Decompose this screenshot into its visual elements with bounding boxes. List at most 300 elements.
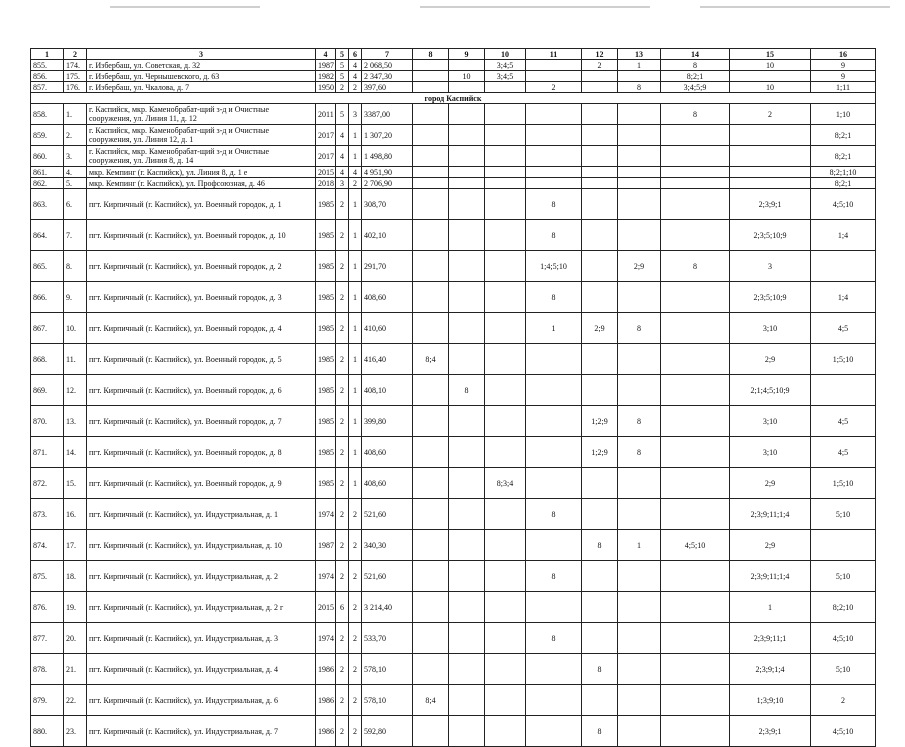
table-cell [413, 125, 449, 146]
city-heading: город Каспийск [31, 93, 876, 104]
table-cell: 6 [336, 592, 349, 623]
table-cell: 175. [64, 71, 87, 82]
table-cell: 1. [64, 104, 87, 125]
table-row [31, 654, 876, 685]
table-cell [485, 125, 526, 146]
table-cell: 3 214,40 [362, 592, 413, 623]
address-cell: пгт. Кирпичный (г. Каспийск), ул. Индустриальная, д. 2 [87, 561, 316, 592]
table-cell [526, 344, 582, 375]
table-cell: 8 [661, 60, 730, 71]
table-cell [413, 282, 449, 313]
table-cell: 308,70 [362, 189, 413, 220]
table-cell: 5;10 [811, 561, 876, 592]
table-cell [413, 592, 449, 623]
table-cell [485, 437, 526, 468]
table-cell: 2;1;4;5;10;9 [730, 375, 811, 406]
table-row [31, 344, 876, 375]
table-cell: 3;10 [730, 313, 811, 344]
table-cell: 2 [349, 592, 362, 623]
table-cell: 4;5;10 [811, 189, 876, 220]
table-cell: 8;2;1 [661, 71, 730, 82]
table-cell [413, 104, 449, 125]
table-cell [526, 167, 582, 178]
table-cell [449, 344, 485, 375]
table-cell: 1 [349, 344, 362, 375]
table-cell: 9 [811, 60, 876, 71]
table-cell: 2 [349, 623, 362, 654]
table-cell: 533,70 [362, 623, 413, 654]
table-cell: 1;4 [811, 220, 876, 251]
table-cell [449, 685, 485, 716]
table-cell: 2 [336, 685, 349, 716]
table-cell [449, 125, 485, 146]
address-cell: пгт. Кирпичный (г. Каспийск), ул. Военный городок, д. 5 [87, 344, 316, 375]
table-cell: 4 [349, 71, 362, 82]
table-cell: 2 347,30 [362, 71, 413, 82]
table-cell: 2017 [316, 125, 336, 146]
table-cell [526, 716, 582, 747]
table-cell [413, 189, 449, 220]
table-cell [526, 654, 582, 685]
header-cell: 10 [485, 49, 526, 60]
table-cell: 872. [31, 468, 64, 499]
table-cell [582, 125, 618, 146]
table-cell [582, 561, 618, 592]
table-cell: 859. [31, 125, 64, 146]
table-cell [661, 220, 730, 251]
table-cell [449, 146, 485, 167]
table-cell: 5;10 [811, 499, 876, 530]
table-cell: 2 [336, 623, 349, 654]
table-cell [526, 178, 582, 189]
address-cell: пгт. Кирпичный (г. Каспийск), ул. Военный городок, д. 8 [87, 437, 316, 468]
table-cell: 13. [64, 406, 87, 437]
table-cell [661, 592, 730, 623]
table-cell: 8 [661, 104, 730, 125]
address-cell: г. Каспийск, мкр. Каменобрабат-щий з-д и Очистные сооружения, ул. Линия 12, д. 1 [87, 125, 316, 146]
table-cell [449, 716, 485, 747]
header-cell: 16 [811, 49, 876, 60]
address-cell: пгт. Кирпичный (г. Каспийск), ул. Военный городок, д. 3 [87, 282, 316, 313]
table-cell: 1974 [316, 623, 336, 654]
table-cell [449, 282, 485, 313]
table-cell [661, 499, 730, 530]
table-cell: 11. [64, 344, 87, 375]
table-cell: 4. [64, 167, 87, 178]
table-cell: 408,60 [362, 468, 413, 499]
table-cell: 2 [336, 468, 349, 499]
header-cell: 5 [336, 49, 349, 60]
table-row [31, 716, 876, 747]
table-cell: 876. [31, 592, 64, 623]
table-cell [661, 468, 730, 499]
table-cell: 1985 [316, 375, 336, 406]
table-cell: 408,60 [362, 282, 413, 313]
table-cell: 3 [336, 178, 349, 189]
table-cell [449, 499, 485, 530]
table-cell: 865. [31, 251, 64, 282]
table-cell: 399,80 [362, 406, 413, 437]
table-cell: 2 [349, 561, 362, 592]
table-cell: 5 [336, 71, 349, 82]
table-cell [661, 685, 730, 716]
table-cell [485, 654, 526, 685]
table-cell [485, 282, 526, 313]
table-cell: 863. [31, 189, 64, 220]
table-cell: 875. [31, 561, 64, 592]
table-cell: 2 [336, 530, 349, 561]
table-cell: 2 [349, 178, 362, 189]
table-row [31, 60, 876, 71]
table-cell [526, 437, 582, 468]
table-cell: 3387,00 [362, 104, 413, 125]
table-cell [413, 167, 449, 178]
table-cell: 416,40 [362, 344, 413, 375]
table-cell: 1974 [316, 561, 336, 592]
address-cell: пгт. Кирпичный (г. Каспийск), ул. Военный городок, д. 6 [87, 375, 316, 406]
table-cell: 3;4;5 [485, 60, 526, 71]
table-cell [413, 251, 449, 282]
address-cell: пгт. Кирпичный (г. Каспийск), ул. Военный городок, д. 1 [87, 189, 316, 220]
table-cell: 8 [526, 499, 582, 530]
table-cell [661, 189, 730, 220]
table-cell: 12. [64, 375, 87, 406]
header-cell: 12 [582, 49, 618, 60]
header-cell: 13 [618, 49, 661, 60]
table-cell: 2 [349, 685, 362, 716]
table-cell: 4 [336, 167, 349, 178]
table-cell: 2 [526, 82, 582, 93]
table-cell: 8 [526, 561, 582, 592]
table-cell [526, 685, 582, 716]
address-cell: пгт. Кирпичный (г. Каспийск), ул. Индустриальная, д. 2 г [87, 592, 316, 623]
table-cell [485, 82, 526, 93]
header-cell: 7 [362, 49, 413, 60]
table-body [31, 49, 876, 747]
table-cell [526, 146, 582, 167]
table-cell: 5 [336, 104, 349, 125]
header-cell: 4 [316, 49, 336, 60]
table-row [31, 71, 876, 82]
table-cell [449, 178, 485, 189]
table-cell [582, 167, 618, 178]
table-cell [449, 406, 485, 437]
table-cell: 410,60 [362, 313, 413, 344]
address-cell: пгт. Кирпичный (г. Каспийск), ул. Индустриальная, д. 7 [87, 716, 316, 747]
table-cell [526, 375, 582, 406]
table-cell: 1 [349, 282, 362, 313]
table-cell: 17. [64, 530, 87, 561]
table-cell [449, 251, 485, 282]
table-cell [618, 104, 661, 125]
table-cell: 2 [336, 82, 349, 93]
table-cell: 3;4;5 [485, 71, 526, 82]
table-row [31, 623, 876, 654]
table-cell [661, 716, 730, 747]
table-cell: 521,60 [362, 499, 413, 530]
table-cell: 5;10 [811, 654, 876, 685]
table-cell: 1985 [316, 406, 336, 437]
table-cell [485, 685, 526, 716]
scan-edge-line [420, 6, 650, 8]
header-cell: 14 [661, 49, 730, 60]
table-row [31, 313, 876, 344]
table-row [31, 146, 876, 167]
table-cell [413, 437, 449, 468]
table-cell [413, 220, 449, 251]
table-cell: 2;3;9;11;1;4 [730, 499, 811, 530]
table-cell: 1;4;5;10 [526, 251, 582, 282]
table-cell [485, 313, 526, 344]
table-cell: 2017 [316, 146, 336, 167]
table-cell: 4;5 [811, 437, 876, 468]
table-cell [582, 220, 618, 251]
table-cell: 8 [526, 623, 582, 654]
table-cell [526, 125, 582, 146]
table-cell [582, 251, 618, 282]
table-cell: 2;9 [582, 313, 618, 344]
table-cell: 2 [336, 716, 349, 747]
table-cell [449, 468, 485, 499]
table-cell: 858. [31, 104, 64, 125]
address-cell: г. Избербаш, ул. Чкалова, д. 7 [87, 82, 316, 93]
table-cell: 1 [349, 375, 362, 406]
table-cell: 4 [349, 60, 362, 71]
table-cell: 10 [730, 82, 811, 93]
table-cell: 23. [64, 716, 87, 747]
table-cell [449, 313, 485, 344]
address-cell: пгт. Кирпичный (г. Каспийск), ул. Индустриальная, д. 4 [87, 654, 316, 685]
table-cell: 8;4 [413, 344, 449, 375]
table-cell [661, 654, 730, 685]
table-cell: 2;9 [730, 530, 811, 561]
address-cell: мкр. Кемпинг (г. Каспийск), ул. Профсоюзная, д. 46 [87, 178, 316, 189]
table-cell: 5 [336, 60, 349, 71]
table-cell [661, 623, 730, 654]
table-cell [618, 375, 661, 406]
table-cell: 1 [349, 437, 362, 468]
table-cell: 879. [31, 685, 64, 716]
table-cell [485, 220, 526, 251]
table-cell: 2 [336, 406, 349, 437]
table-cell [413, 60, 449, 71]
table-cell [661, 437, 730, 468]
table-cell: 4 [336, 146, 349, 167]
table-cell: 1 [349, 220, 362, 251]
table-cell: 4 [349, 167, 362, 178]
table-cell [661, 146, 730, 167]
table-cell [485, 104, 526, 125]
table-cell: 10 [449, 71, 485, 82]
table-cell [413, 146, 449, 167]
table-cell: 1986 [316, 685, 336, 716]
table-cell: 408,10 [362, 375, 413, 406]
table-cell: 2 [336, 375, 349, 406]
table-cell [661, 167, 730, 178]
table-cell [582, 623, 618, 654]
table-cell: 8 [582, 530, 618, 561]
table-cell [449, 167, 485, 178]
table-cell [413, 499, 449, 530]
table-cell [485, 561, 526, 592]
table-cell [618, 468, 661, 499]
table-cell: 592,80 [362, 716, 413, 747]
table-cell: 20. [64, 623, 87, 654]
table-cell: 855. [31, 60, 64, 71]
table-cell: 2 [349, 654, 362, 685]
scan-edge-line [110, 6, 260, 8]
table-cell [485, 716, 526, 747]
table-cell [413, 468, 449, 499]
table-cell: 2 [336, 437, 349, 468]
table-cell: 3. [64, 146, 87, 167]
table-cell [526, 104, 582, 125]
table-cell: 2 [336, 251, 349, 282]
table-cell [582, 468, 618, 499]
table-cell [730, 178, 811, 189]
table-cell: 2 [336, 344, 349, 375]
table-cell [730, 71, 811, 82]
table-cell: 868. [31, 344, 64, 375]
table-cell [618, 282, 661, 313]
table-cell [618, 716, 661, 747]
table-cell: 1986 [316, 654, 336, 685]
table-cell: 2;3;9;11;1 [730, 623, 811, 654]
table-cell: 8;2;1 [811, 146, 876, 167]
table-cell: 864. [31, 220, 64, 251]
table-cell: 8;3;4 [485, 468, 526, 499]
table-cell [449, 60, 485, 71]
table-cell [526, 468, 582, 499]
table-cell: 2;3;9;1 [730, 716, 811, 747]
table-cell [582, 375, 618, 406]
table-row [31, 561, 876, 592]
table-cell: 3;10 [730, 437, 811, 468]
table-row [31, 685, 876, 716]
table-cell [485, 146, 526, 167]
table-cell: 340,30 [362, 530, 413, 561]
table-row [31, 125, 876, 146]
table-cell: 291,70 [362, 251, 413, 282]
table-cell: 8;2;1 [811, 178, 876, 189]
table-cell: 1985 [316, 282, 336, 313]
table-cell: 873. [31, 499, 64, 530]
table-cell [618, 654, 661, 685]
table-cell: 4;5 [811, 406, 876, 437]
table-cell: 1 [349, 125, 362, 146]
header-cell: 15 [730, 49, 811, 60]
table-cell: 1;3;9;10 [730, 685, 811, 716]
table-cell: 19. [64, 592, 87, 623]
table-cell: 1 [349, 468, 362, 499]
table-cell: 6. [64, 189, 87, 220]
table-cell [661, 282, 730, 313]
table-cell: 877. [31, 623, 64, 654]
table-cell [449, 530, 485, 561]
header-cell: 9 [449, 49, 485, 60]
table-cell [485, 344, 526, 375]
table-cell: 1 [526, 313, 582, 344]
table-cell [485, 406, 526, 437]
table-cell [661, 344, 730, 375]
table-cell: 1987 [316, 530, 336, 561]
table-cell: 408,60 [362, 437, 413, 468]
table-cell [618, 561, 661, 592]
table-cell: 8 [526, 220, 582, 251]
table-cell: 2;3;9;11;1;4 [730, 561, 811, 592]
table-cell: 18. [64, 561, 87, 592]
address-cell: пгт. Кирпичный (г. Каспийск), ул. Индустриальная, д. 3 [87, 623, 316, 654]
table-cell: 857. [31, 82, 64, 93]
table-row [31, 178, 876, 189]
table-row [31, 220, 876, 251]
table-cell [661, 313, 730, 344]
scan-edge-line [700, 6, 890, 8]
document-page [30, 48, 876, 747]
table-cell: 4;5;10 [811, 623, 876, 654]
table-cell: 176. [64, 82, 87, 93]
address-cell: пгт. Кирпичный (г. Каспийск), ул. Военный городок, д. 4 [87, 313, 316, 344]
table-cell: 2 [730, 104, 811, 125]
table-cell: 14. [64, 437, 87, 468]
table-cell [582, 592, 618, 623]
table-cell: 2018 [316, 178, 336, 189]
table-cell: 871. [31, 437, 64, 468]
table-cell: 3;10 [730, 406, 811, 437]
table-cell [730, 146, 811, 167]
address-cell: мкр. Кемпинг (г. Каспийск), ул. Линия 8, д. 1 е [87, 167, 316, 178]
table-cell: 1;11 [811, 82, 876, 93]
table-cell [618, 685, 661, 716]
table-cell [618, 167, 661, 178]
table-cell [618, 178, 661, 189]
table-cell [618, 499, 661, 530]
table-cell: 1;5;10 [811, 344, 876, 375]
table-cell: 2 [336, 189, 349, 220]
table-cell: 1 [618, 60, 661, 71]
table-cell: 8 [661, 251, 730, 282]
table-cell: 15. [64, 468, 87, 499]
table-cell: 1 [349, 189, 362, 220]
table-cell: 1;2;9 [582, 406, 618, 437]
table-cell: 1986 [316, 716, 336, 747]
address-cell: пгт. Кирпичный (г. Каспийск), ул. Индустриальная, д. 1 [87, 499, 316, 530]
table-cell: 3 [349, 104, 362, 125]
table-cell: 2 [336, 282, 349, 313]
table-cell [449, 592, 485, 623]
table-cell [413, 406, 449, 437]
table-cell [485, 592, 526, 623]
address-cell: пгт. Кирпичный (г. Каспийск), ул. Военный городок, д. 7 [87, 406, 316, 437]
table-cell: 4;5;10 [661, 530, 730, 561]
table-cell [413, 313, 449, 344]
table-cell: 866. [31, 282, 64, 313]
table-cell [582, 104, 618, 125]
table-cell: 4;5;10 [811, 716, 876, 747]
table-cell: 10. [64, 313, 87, 344]
table-cell [413, 623, 449, 654]
table-cell: 1;5;10 [811, 468, 876, 499]
table-cell: 2;3;5;10;9 [730, 220, 811, 251]
table-cell: 2 [336, 654, 349, 685]
address-cell: г. Избербаш, ул. Советская, д. 32 [87, 60, 316, 71]
table-cell: 1 307,20 [362, 125, 413, 146]
table-row [31, 104, 876, 125]
table-cell: 1950 [316, 82, 336, 93]
table-cell [730, 125, 811, 146]
table-cell [582, 82, 618, 93]
table-cell [413, 82, 449, 93]
